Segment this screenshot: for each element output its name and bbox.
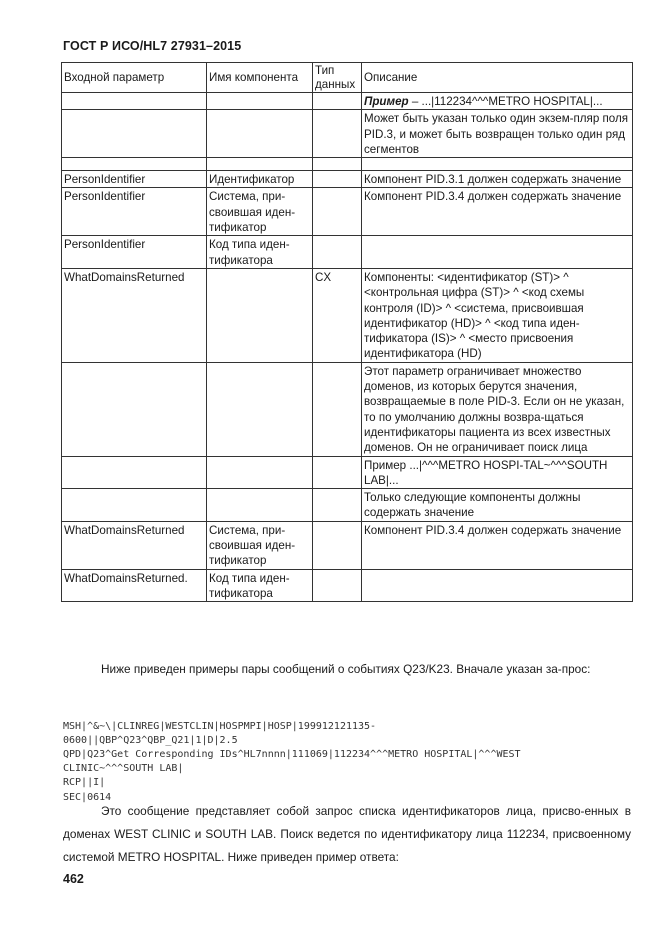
cell-component: [207, 158, 313, 171]
code-line: MSH|^&~\|CLINREG|WESTCLIN|HOSPMPI|HOSP|199912121135-: [63, 721, 377, 733]
code-line: SEC|0614: [63, 791, 112, 803]
explanation-paragraph: Это сообщение представляет собой запрос списка идентификаторов лица, присво-енных в доменах WEST CLINIC и SOUTH LAB. Поиск ведется по идентификатору лица 112234, присвоенному системой METRO HOSPITAL. Ниже приведен пример ответа:: [63, 804, 631, 864]
table-row: [62, 456, 633, 489]
cell-param: [62, 110, 207, 158]
cell-type: [313, 569, 362, 602]
table-row: [62, 489, 633, 522]
cell-param: WhatDomainsReturned.: [62, 569, 207, 602]
cell-type: [313, 110, 362, 158]
cell-param: PersonIdentifier: [62, 236, 207, 269]
cell-component: Код типа иден-тификатора: [207, 236, 313, 269]
cell-type: [313, 489, 362, 522]
page-number: 462: [63, 872, 84, 886]
cell-component: Система, при-своившая иден-тификатор: [207, 521, 313, 569]
header-input-param: Входной параметр: [62, 63, 207, 93]
cell-param: [62, 489, 207, 522]
table-row: [62, 93, 633, 110]
header-component-name: Имя компонента: [207, 63, 313, 93]
cell-description: Компонент PID.3.1 должен содержать значение: [362, 171, 633, 188]
cell-description: Пример ...|^^^METRO HOSPI-TAL~^^^SOUTH LAB|...: [362, 456, 633, 489]
table-row: [62, 188, 633, 236]
cell-description: Компонент PID.3.4 должен содержать значение: [362, 188, 633, 236]
document-header: ГОСТ Р ИСО/HL7 27931–2015: [63, 39, 242, 53]
cell-component: [207, 489, 313, 522]
cell-description: [362, 93, 633, 110]
cell-param: WhatDomainsReturned: [62, 268, 207, 362]
cell-type: [313, 171, 362, 188]
table-row: [62, 158, 633, 171]
cell-type: CX: [313, 268, 362, 362]
table-row: [62, 110, 633, 158]
intro-paragraph: Ниже приведен примеры пары сообщений о событиях Q23/K23. Вначале указан за-прос:: [101, 662, 591, 676]
cell-description: Этот параметр ограничивает множество доменов, из которых берутся значения, возвращаемые в поле PID-3. Если он не указан, то по умолчанию должны возвра-щаться идентификаторы пациента из всех известных доменов. Он не ограничивает поиск лица: [362, 362, 633, 456]
table-row: [62, 268, 633, 362]
cell-type: [313, 158, 362, 171]
cell-type: [313, 362, 362, 456]
cell-type: [313, 188, 362, 236]
table-header-row: [62, 63, 633, 93]
cell-param: [62, 93, 207, 110]
cell-param: PersonIdentifier: [62, 171, 207, 188]
cell-description: Только следующие компоненты должны содержать значение: [362, 489, 633, 522]
cell-description: [362, 158, 633, 171]
table-row: [62, 236, 633, 269]
example-text: – ...|112234^^^METRO HOSPITAL|...: [408, 95, 603, 108]
cell-param: [62, 362, 207, 456]
cell-param: [62, 158, 207, 171]
table-row: [62, 362, 633, 456]
cell-type: [313, 521, 362, 569]
cell-component: [207, 268, 313, 362]
cell-type: [313, 93, 362, 110]
cell-description: Может быть указан только один экзем-пляр поля PID.3, и может быть возвращен только один ряд сегментов: [362, 110, 633, 158]
cell-component: Код типа иден-тификатора: [207, 569, 313, 602]
example-label: Пример: [364, 95, 409, 108]
cell-type: [313, 236, 362, 269]
cell-component: Идентификатор: [207, 171, 313, 188]
parameters-table: [61, 62, 633, 602]
code-line: QPD|Q23^Get Corresponding IDs^HL7nnnn|111069|112234^^^METRO HOSPITAL|^^^WEST: [63, 749, 521, 761]
header-data-type: Тип данных: [313, 63, 362, 93]
cell-component: [207, 362, 313, 456]
cell-description: Компонент PID.3.4 должен содержать значение: [362, 521, 633, 569]
cell-param: PersonIdentifier: [62, 188, 207, 236]
table-row: [62, 521, 633, 569]
code-line: RCP||I|: [63, 777, 106, 789]
header-description: Описание: [362, 63, 633, 93]
cell-param: WhatDomainsReturned: [62, 521, 207, 569]
cell-component: [207, 456, 313, 489]
cell-description: [362, 569, 633, 602]
cell-description: Компоненты: <идентификатор (ST)> ^ <контрольная цифра (ST)> ^ <код схемы контроля (ID)> ^ <система, присвоившая идентификатор (HD)> ^ <код типа иден-тификатора (IS)> ^ <место присвоения идентификатора (HD): [362, 268, 633, 362]
table-row: [62, 171, 633, 188]
cell-type: [313, 456, 362, 489]
cell-description: [362, 236, 633, 269]
cell-component: [207, 93, 313, 110]
cell-param: [62, 456, 207, 489]
cell-component: [207, 110, 313, 158]
cell-component: Система, при-своившая иден-тификатор: [207, 188, 313, 236]
code-line: 0600||QBP^Q23^QBP_Q21|1|D|2.5: [63, 735, 238, 747]
code-line: CLINIC~^^^SOUTH LAB|: [63, 763, 184, 775]
table-row: [62, 569, 633, 602]
